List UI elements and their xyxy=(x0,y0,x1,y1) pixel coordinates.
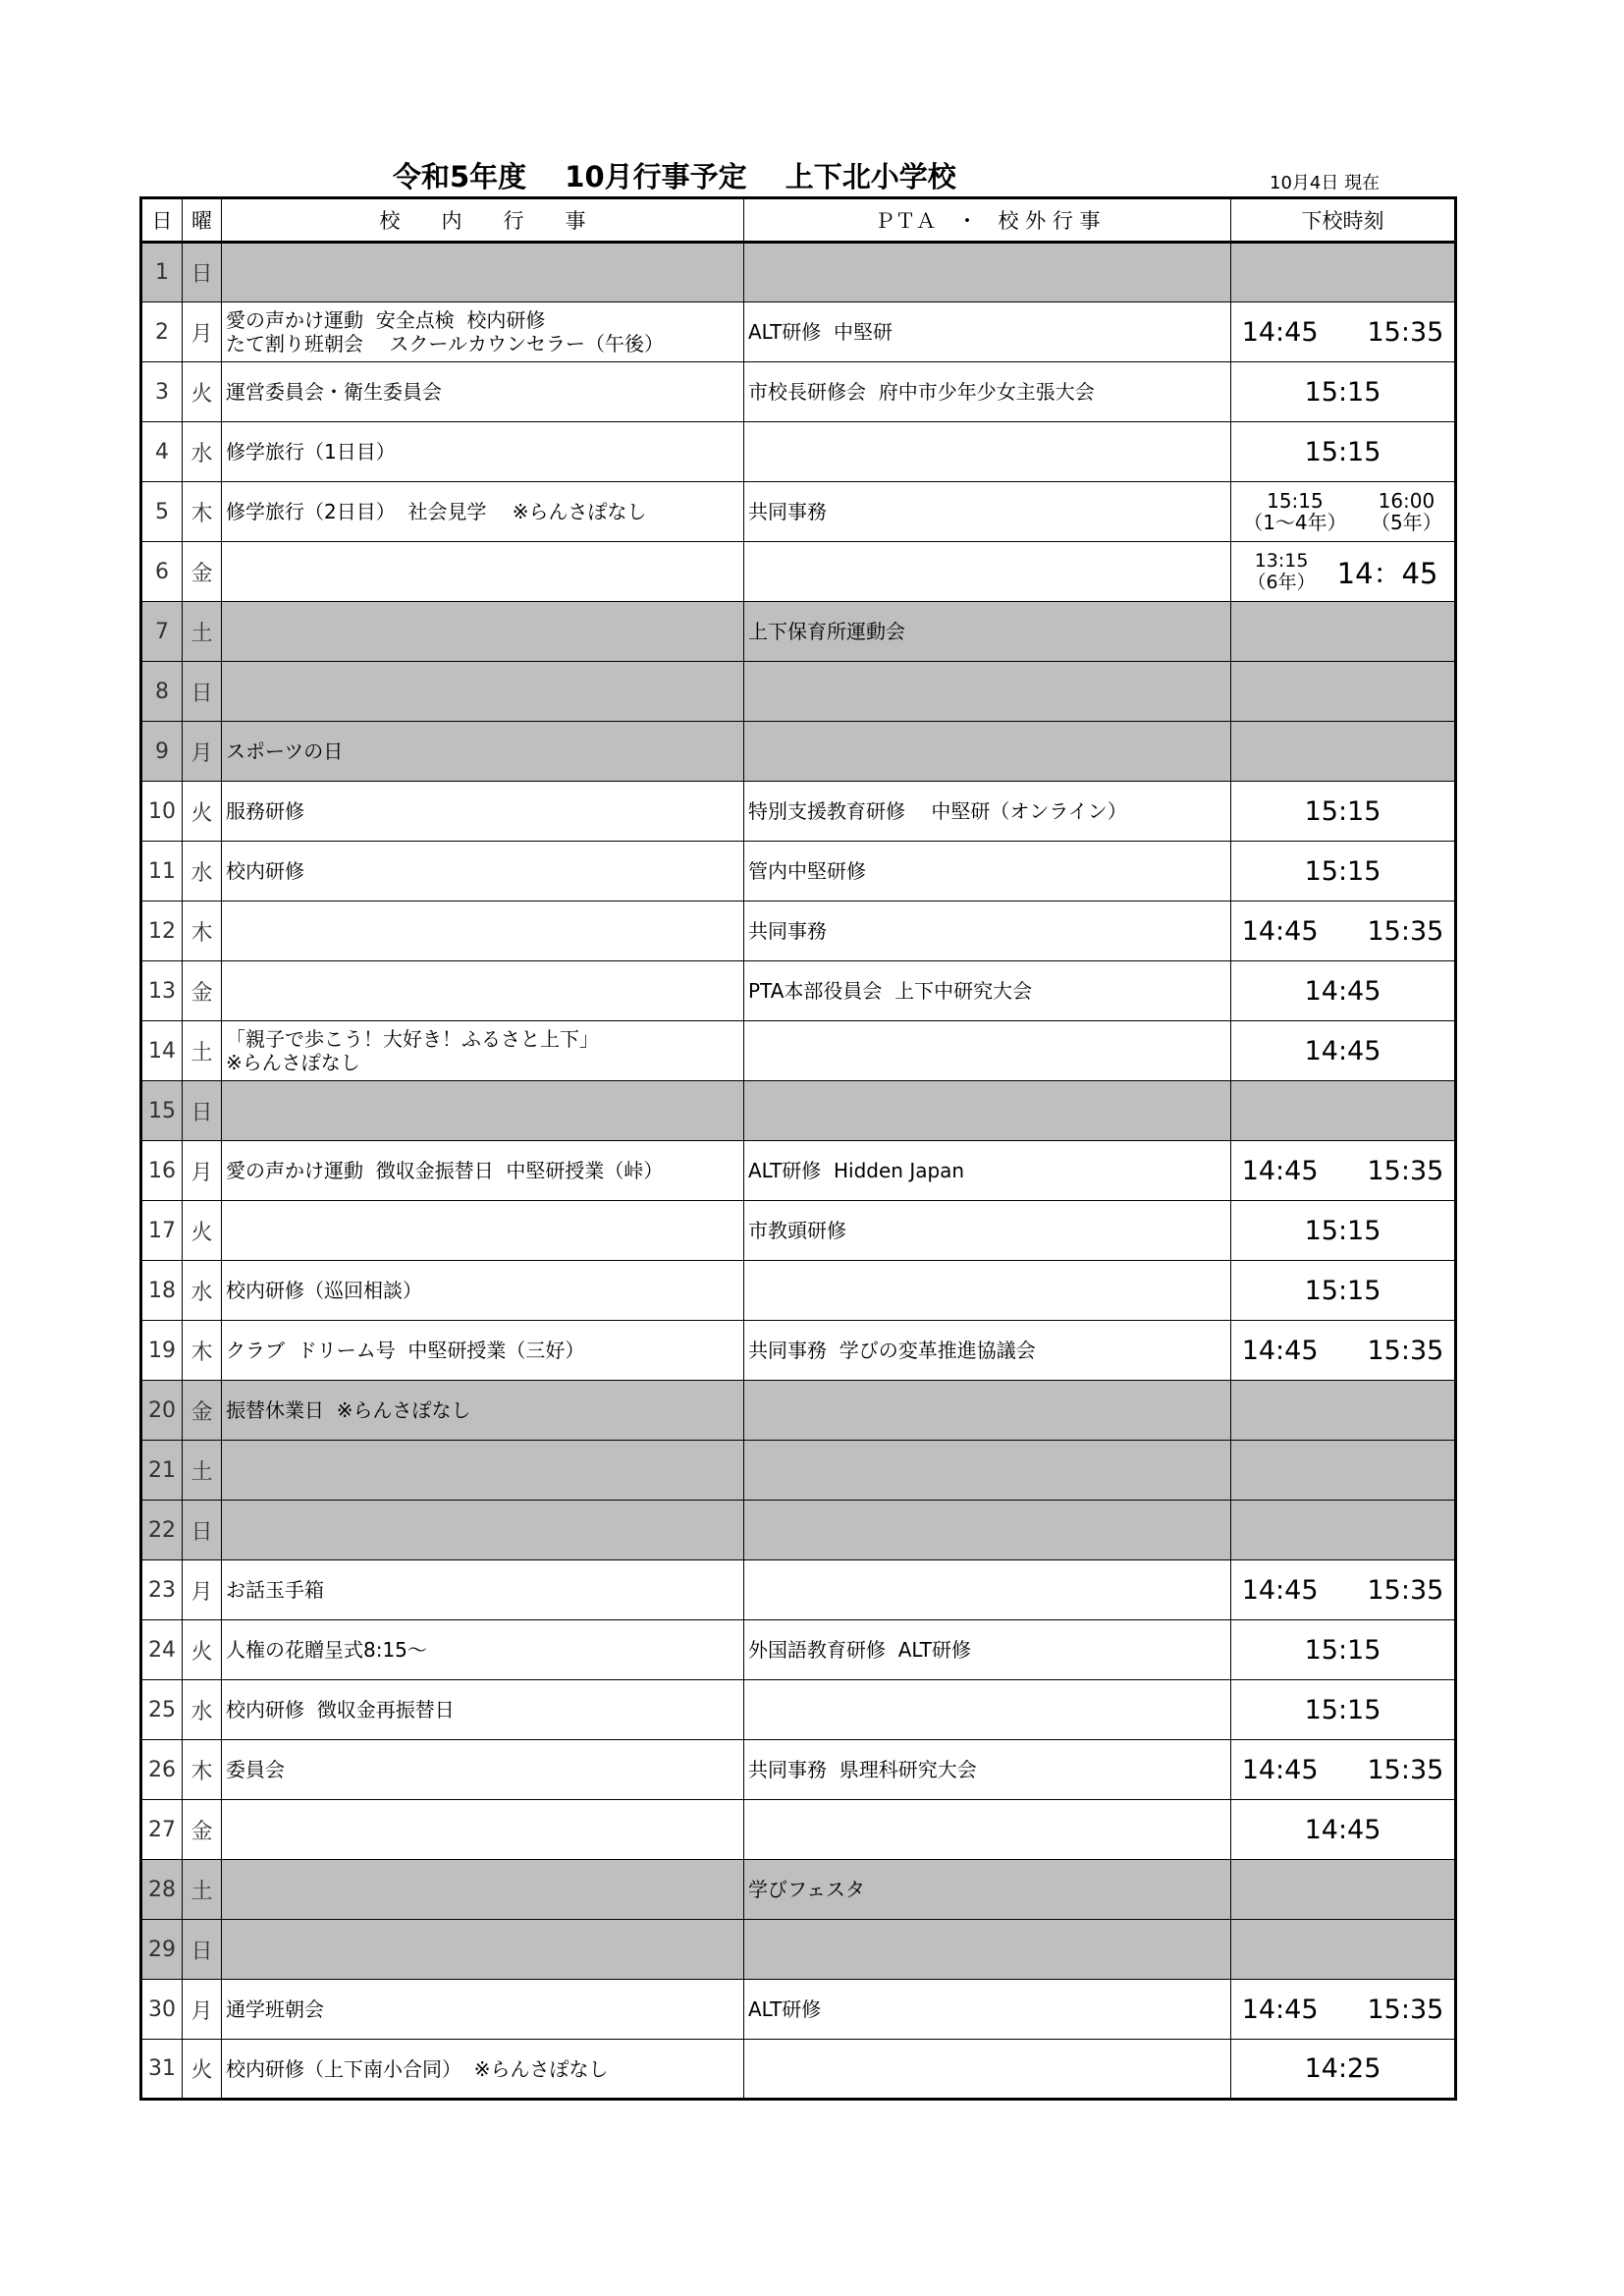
internal-event: 人権の花贈呈式8:15～ xyxy=(222,1620,744,1680)
schedule-row xyxy=(141,482,1456,542)
dismissal-time xyxy=(1231,1560,1456,1620)
dismissal-time xyxy=(1231,1920,1456,1980)
schedule-row xyxy=(141,1920,1456,1980)
day-number: 6 xyxy=(141,542,183,602)
schedule-row xyxy=(141,1620,1456,1680)
internal-event: 運営委員会・衛生委員会 xyxy=(222,362,744,422)
external-event xyxy=(744,1800,1231,1860)
day-of-week: 火 xyxy=(183,782,222,842)
day-of-week: 水 xyxy=(183,842,222,902)
internal-event: 服務研修 xyxy=(222,782,744,842)
dismissal-time-lower: 15:15 xyxy=(1267,489,1324,513)
dismissal-time-upper: 15:35 xyxy=(1367,316,1444,348)
external-event xyxy=(744,1441,1231,1501)
header-dow: 曜 xyxy=(183,198,222,243)
internal-event: 委員会 xyxy=(222,1740,744,1800)
external-event: 共同事務 県理科研究大会 xyxy=(744,1740,1231,1800)
dismissal-time xyxy=(1231,482,1456,542)
dismissal-time-lower: 14:45 xyxy=(1241,316,1319,348)
day-of-week: 日 xyxy=(183,243,222,302)
dismissal-time: 15:15 xyxy=(1231,842,1456,902)
day-number: 21 xyxy=(141,1441,183,1501)
dismissal-time-others: 14：45 xyxy=(1336,556,1438,590)
day-of-week: 金 xyxy=(183,1800,222,1860)
day-number: 18 xyxy=(141,1261,183,1321)
external-event: 外国語教育研修 ALT研修 xyxy=(744,1620,1231,1680)
day-of-week: 木 xyxy=(183,1740,222,1800)
schedule-row xyxy=(141,243,1456,302)
internal-event xyxy=(222,961,744,1021)
day-of-week: 土 xyxy=(183,1021,222,1081)
schedule-table xyxy=(139,196,1457,2101)
dismissal-time xyxy=(1231,1441,1456,1501)
dismissal-time-upper: 16:00 xyxy=(1378,489,1435,513)
day-of-week: 日 xyxy=(183,1501,222,1560)
dismissal-time xyxy=(1231,902,1456,961)
dismissal-time: 15:15 xyxy=(1231,362,1456,422)
schedule-row xyxy=(141,1441,1456,1501)
day-of-week: 水 xyxy=(183,1680,222,1740)
dismissal-time-lower: 14:45 xyxy=(1241,1754,1319,1785)
dismissal-time-grade6: 13:15 xyxy=(1254,550,1309,572)
dismissal-time xyxy=(1231,1141,1456,1201)
dismissal-time: 15:15 xyxy=(1231,422,1456,482)
schedule-row xyxy=(141,1081,1456,1141)
internal-event: 修学旅行（2日目） 社会見学 ※らんさぽなし xyxy=(222,482,744,542)
day-of-week: 日 xyxy=(183,662,222,722)
day-of-week: 日 xyxy=(183,1920,222,1980)
external-event xyxy=(744,1920,1231,1980)
day-number: 31 xyxy=(141,2040,183,2100)
schedule-row xyxy=(141,662,1456,722)
day-number: 20 xyxy=(141,1381,183,1441)
day-of-week: 水 xyxy=(183,422,222,482)
day-of-week: 土 xyxy=(183,1860,222,1920)
internal-event xyxy=(222,1800,744,1860)
schedule-row xyxy=(141,1680,1456,1740)
internal-event: スポーツの日 xyxy=(222,722,744,782)
schedule-row xyxy=(141,362,1456,422)
dismissal-time xyxy=(1231,1980,1456,2040)
internal-event xyxy=(222,1501,744,1560)
internal-event xyxy=(222,1920,744,1980)
schedule-row xyxy=(141,902,1456,961)
day-of-week: 火 xyxy=(183,1620,222,1680)
schedule-row xyxy=(141,1980,1456,2040)
day-of-week: 火 xyxy=(183,2040,222,2100)
day-of-week: 水 xyxy=(183,1261,222,1321)
internal-event: 愛の声かけ運動 安全点検 校内研修 たて割り班朝会 スクールカウンセラー（午後） xyxy=(222,302,744,362)
external-event: 特別支援教育研修 中堅研（オンライン） xyxy=(744,782,1231,842)
internal-event: 愛の声かけ運動 徴収金振替日 中堅研授業（峠） xyxy=(222,1141,744,1201)
internal-event: 修学旅行（1日目） xyxy=(222,422,744,482)
external-event xyxy=(744,2040,1231,2100)
external-event xyxy=(744,1560,1231,1620)
dismissal-time: 15:15 xyxy=(1231,782,1456,842)
external-event: 市校長研修会 府中市少年少女主張大会 xyxy=(744,362,1231,422)
dismissal-time: 14:25 xyxy=(1231,2040,1456,2100)
day-number: 16 xyxy=(141,1141,183,1201)
day-number: 30 xyxy=(141,1980,183,2040)
dismissal-time xyxy=(1231,542,1456,602)
as-of-date: 10月4日 現在 xyxy=(1270,173,1380,193)
dismissal-time-upper: 15:35 xyxy=(1367,1335,1444,1366)
internal-event xyxy=(222,243,744,302)
internal-event: クラブ ドリーム号 中堅研授業（三好） xyxy=(222,1321,744,1381)
internal-event xyxy=(222,1081,744,1141)
dismissal-time: 14:45 xyxy=(1231,1800,1456,1860)
day-of-week: 土 xyxy=(183,602,222,662)
external-event: 市教頭研修 xyxy=(744,1201,1231,1261)
schedule-row xyxy=(141,2040,1456,2100)
dismissal-time xyxy=(1231,302,1456,362)
day-of-week: 土 xyxy=(183,1441,222,1501)
day-of-week: 月 xyxy=(183,302,222,362)
day-number: 7 xyxy=(141,602,183,662)
internal-event: 「親子で歩こう！大好き！ふるさと上下」 ※らんさぽなし xyxy=(222,1021,744,1081)
internal-event: 校内研修（巡回相談） xyxy=(222,1261,744,1321)
day-of-week: 木 xyxy=(183,1321,222,1381)
dismissal-time: 14:45 xyxy=(1231,961,1456,1021)
schedule-row xyxy=(141,842,1456,902)
schedule-row xyxy=(141,1381,1456,1441)
dismissal-time-lower: 14:45 xyxy=(1241,1574,1319,1606)
header-external-events: ＰＴＡ ・ 校 外 行 事 xyxy=(744,198,1231,243)
day-number: 15 xyxy=(141,1081,183,1141)
schedule-row xyxy=(141,1201,1456,1261)
internal-event xyxy=(222,602,744,662)
external-event: ALT研修 xyxy=(744,1980,1231,2040)
external-event xyxy=(744,662,1231,722)
internal-event: 通学班朝会 xyxy=(222,1980,744,2040)
internal-event xyxy=(222,1201,744,1261)
day-of-week: 月 xyxy=(183,1560,222,1620)
internal-event: 校内研修 徴収金再振替日 xyxy=(222,1680,744,1740)
header-internal-events: 校 内 行 事 xyxy=(222,198,744,243)
internal-event xyxy=(222,902,744,961)
day-number: 22 xyxy=(141,1501,183,1560)
day-number: 26 xyxy=(141,1740,183,1800)
day-number: 8 xyxy=(141,662,183,722)
dismissal-time-upper: 15:35 xyxy=(1367,1754,1444,1785)
day-of-week: 月 xyxy=(183,1980,222,2040)
day-number: 1 xyxy=(141,243,183,302)
header-dismissal-time: 下校時刻 xyxy=(1231,198,1456,243)
internal-event xyxy=(222,1441,744,1501)
dismissal-time xyxy=(1231,1740,1456,1800)
day-of-week: 金 xyxy=(183,542,222,602)
grade-note: （6年） xyxy=(1247,572,1316,593)
day-number: 29 xyxy=(141,1920,183,1980)
day-of-week: 火 xyxy=(183,1201,222,1261)
header-row xyxy=(141,198,1456,243)
dismissal-time xyxy=(1231,1321,1456,1381)
day-of-week: 木 xyxy=(183,902,222,961)
external-event xyxy=(744,1021,1231,1081)
external-event xyxy=(744,243,1231,302)
schedule-row xyxy=(141,1860,1456,1920)
dismissal-time-lower: 14:45 xyxy=(1241,1155,1319,1186)
schedule-row xyxy=(141,602,1456,662)
internal-event xyxy=(222,1860,744,1920)
external-event xyxy=(744,422,1231,482)
day-number: 2 xyxy=(141,302,183,362)
schedule-row xyxy=(141,422,1456,482)
dismissal-time xyxy=(1231,722,1456,782)
day-of-week: 月 xyxy=(183,722,222,782)
dismissal-time xyxy=(1231,1860,1456,1920)
dismissal-time: 15:15 xyxy=(1231,1620,1456,1680)
day-number: 12 xyxy=(141,902,183,961)
dismissal-time-lower: 14:45 xyxy=(1241,1335,1319,1366)
day-of-week: 日 xyxy=(183,1081,222,1141)
schedule-row xyxy=(141,1560,1456,1620)
external-event xyxy=(744,1501,1231,1560)
external-event xyxy=(744,542,1231,602)
external-event: 上下保育所運動会 xyxy=(744,602,1231,662)
day-number: 28 xyxy=(141,1860,183,1920)
external-event: 学びフェスタ xyxy=(744,1860,1231,1920)
day-number: 23 xyxy=(141,1560,183,1620)
day-of-week: 木 xyxy=(183,482,222,542)
schedule-row xyxy=(141,1321,1456,1381)
dismissal-time xyxy=(1231,1081,1456,1141)
external-event xyxy=(744,1261,1231,1321)
external-event xyxy=(744,1081,1231,1141)
schedule-row xyxy=(141,1141,1456,1201)
day-number: 25 xyxy=(141,1680,183,1740)
header-day: 日 xyxy=(141,198,183,243)
day-of-week: 金 xyxy=(183,1381,222,1441)
dismissal-time xyxy=(1231,1381,1456,1441)
day-number: 14 xyxy=(141,1021,183,1081)
dismissal-time-lower: 14:45 xyxy=(1241,1994,1319,2025)
schedule-row xyxy=(141,782,1456,842)
dismissal-time xyxy=(1231,662,1456,722)
dismissal-time xyxy=(1231,243,1456,302)
day-number: 24 xyxy=(141,1620,183,1680)
schedule-row xyxy=(141,722,1456,782)
external-event xyxy=(744,1680,1231,1740)
dismissal-time-upper: 15:35 xyxy=(1367,915,1444,947)
grade-note: （1～4年） xyxy=(1243,511,1347,534)
external-event: 共同事務 学びの変革推進協議会 xyxy=(744,1321,1231,1381)
dismissal-time: 15:15 xyxy=(1231,1261,1456,1321)
dismissal-time-upper: 15:35 xyxy=(1367,1994,1444,2025)
day-of-week: 金 xyxy=(183,961,222,1021)
dismissal-time: 14:45 xyxy=(1231,1021,1456,1081)
external-event xyxy=(744,722,1231,782)
schedule-row xyxy=(141,961,1456,1021)
day-number: 27 xyxy=(141,1800,183,1860)
schedule-row xyxy=(141,1740,1456,1800)
day-number: 17 xyxy=(141,1201,183,1261)
schedule-row xyxy=(141,1261,1456,1321)
dismissal-time: 15:15 xyxy=(1231,1680,1456,1740)
day-number: 3 xyxy=(141,362,183,422)
dismissal-time-lower: 14:45 xyxy=(1241,915,1319,947)
external-event: PTA本部役員会 上下中研究大会 xyxy=(744,961,1231,1021)
day-number: 4 xyxy=(141,422,183,482)
schedule-row xyxy=(141,1800,1456,1860)
day-number: 19 xyxy=(141,1321,183,1381)
external-event: ALT研修 中堅研 xyxy=(744,302,1231,362)
internal-event: 校内研修 xyxy=(222,842,744,902)
schedule-row xyxy=(141,1021,1456,1081)
external-event: ALT研修 Hidden Japan xyxy=(744,1141,1231,1201)
internal-event: 校内研修（上下南小合同） ※らんさぽなし xyxy=(222,2040,744,2100)
external-event xyxy=(744,1381,1231,1441)
schedule-row xyxy=(141,1501,1456,1560)
internal-event xyxy=(222,662,744,722)
schedule-row xyxy=(141,302,1456,362)
dismissal-time-upper: 15:35 xyxy=(1367,1155,1444,1186)
day-number: 10 xyxy=(141,782,183,842)
internal-event: 振替休業日 ※らんさぽなし xyxy=(222,1381,744,1441)
day-number: 11 xyxy=(141,842,183,902)
page-title: 令和5年度 10月行事予定 上下北小学校 xyxy=(393,160,956,193)
external-event: 共同事務 xyxy=(744,482,1231,542)
external-event: 共同事務 xyxy=(744,902,1231,961)
dismissal-time xyxy=(1231,1501,1456,1560)
day-number: 5 xyxy=(141,482,183,542)
internal-event: お話玉手箱 xyxy=(222,1560,744,1620)
day-number: 9 xyxy=(141,722,183,782)
day-of-week: 月 xyxy=(183,1141,222,1201)
grade-note: （5年） xyxy=(1371,511,1442,534)
day-number: 13 xyxy=(141,961,183,1021)
day-of-week: 火 xyxy=(183,362,222,422)
external-event: 管内中堅研修 xyxy=(744,842,1231,902)
dismissal-time: 15:15 xyxy=(1231,1201,1456,1261)
dismissal-time xyxy=(1231,602,1456,662)
internal-event xyxy=(222,542,744,602)
dismissal-time-upper: 15:35 xyxy=(1367,1574,1444,1606)
schedule-row xyxy=(141,542,1456,602)
